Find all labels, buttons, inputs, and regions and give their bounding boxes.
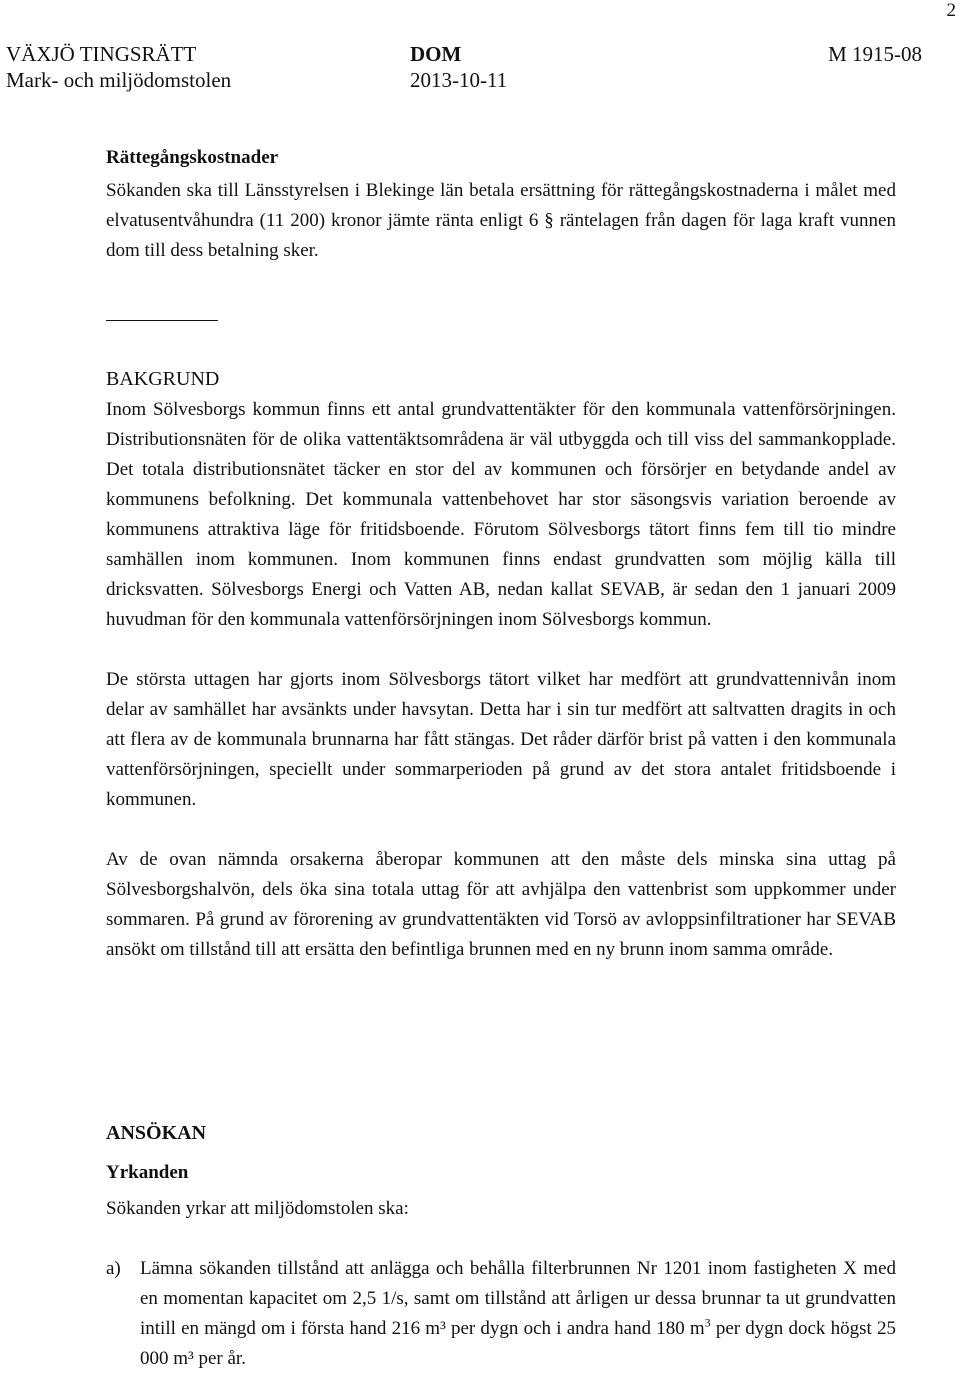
- background-paragraph-2: De största uttagen har gjorts inom Sölvesborgs tätort vilket har medfört att grundvattennivån inom delar av samhället har avsänkts under havsytan. Detta har i sin tur medfört att saltvatten dragits in och att flera av de kommunala brunnarna har fått stängas. Det råder därför brist på vatten i den kommunala vattenförsörjningen, speciellt under sommarperioden på grund av det stora antalet fritidsboende i kommunen.: [106, 669, 896, 810]
- background-paragraph-1: Inom Sölvesborgs kommun finns ett antal grundvattentäkter för den kommunala vattenförsörjningen. Distributionsnäten för de olika vattentäktsområdena är väl utbyggda och till viss del sammankopplade. Det totala distributionsnätet täcker en stor del av kommunen och försörjer en betydande andel av kommunens befolkning. Det kommunala vattenbehovet har stor säsongsvis variation beroende av kommunens attraktiva läge för fritidsboende. Förutom Sölvesborgs tätort finns fem till tio mindre samhällen inom kommunen. Inom kommunen finns endast grundvatten som möjlig källa till dricksvatten. Sölvesborgs Energi och Vatten AB, nedan kallat SEVAB, är sedan den 1 januari 2009 huvudman för den kommunala vattenförsörjningen inom Sölvesborgs kommun.: [106, 399, 896, 630]
- claim-text-part-2: per dygn dock högst 25 000 m³ per år.: [140, 1318, 896, 1369]
- costs-heading: Rättegångskostnader: [106, 147, 279, 168]
- claim-item-a: [106, 1254, 896, 1374]
- claim-item-marker: a): [106, 1258, 121, 1279]
- court-department: Mark- och miljödomstolen: [6, 68, 232, 92]
- header-doc-block: [410, 41, 507, 93]
- costs-paragraph: Sökanden ska till Länsstyrelsen i Blekinge län betala ersättning för rättegångskostnaderna i målet med elvatusentvåhundra (11 200) kronor jämte ränta enligt 6 § räntelagen från dagen för laga kraft vunnen dom till dess betalning sker.: [106, 180, 896, 261]
- background-paragraph-3: Av de ovan nämnda orsakerna åberopar kommunen att den måste dels minska sina uttag på Sölvesborgshalvön, dels öka sina totala uttag för att avhjälpa den vattenbrist som uppkommer under sommaren. På grund av förorening av grundvattentäkten vid Torsö av avloppsinfiltrationer har SEVAB ansökt om tillstånd till att ersätta den befintliga brunnen med en ny brunn inom samma område.: [106, 849, 896, 960]
- document-type: DOM: [410, 42, 462, 66]
- case-number: M 1915-08: [828, 42, 922, 66]
- application-section: [106, 1118, 896, 1374]
- costs-section: [106, 143, 896, 266]
- section-divider: [106, 320, 218, 321]
- claim-text-part-1: Lämna sökanden tillstånd att anlägga och behålla filterbrunnen Nr 1201 inom fastigheten X med en momentan kapacitet om 2,5 1/s, samt om tillstånd att årligen ur dessa brunnar ta ut grundvatten intill en mängd om i första hand 216 m³ per dygn och i andra hand 180 m: [140, 1258, 896, 1339]
- application-heading: ANSÖKAN: [106, 1122, 207, 1144]
- background-heading: BAKGRUND: [106, 368, 220, 390]
- court-name: VÄXJÖ TINGSRÄTT: [6, 42, 197, 66]
- claims-intro: Sökanden yrkar att miljödomstolen ska:: [106, 1198, 409, 1219]
- superscript-3: 3: [704, 1315, 711, 1330]
- page-number: 2: [946, 0, 956, 21]
- header-court-block: [6, 41, 231, 93]
- claims-subheading: Yrkanden: [106, 1162, 189, 1183]
- document-date: 2013-10-11: [410, 68, 508, 92]
- background-section: [106, 364, 896, 965]
- claim-item-text: [140, 1254, 896, 1374]
